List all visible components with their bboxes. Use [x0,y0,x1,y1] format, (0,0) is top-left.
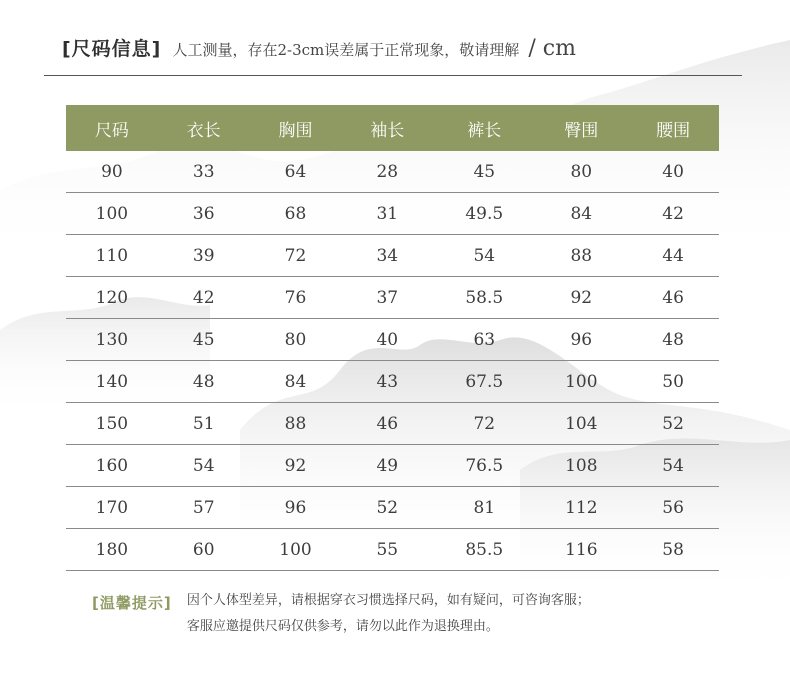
measurement-cell: 55 [341,529,433,571]
measurement-cell: 84 [535,193,627,235]
measurement-cell: 64 [250,151,342,193]
measurement-cell: 52 [627,403,719,445]
measurement-cell: 51 [158,403,250,445]
size-cell: 160 [66,445,158,487]
size-cell: 170 [66,487,158,529]
measurement-cell: 50 [627,361,719,403]
size-chart-table [66,105,719,571]
measurement-cell: 56 [627,487,719,529]
measurement-cell: 81 [433,487,535,529]
measurement-cell: 58 [627,529,719,571]
measurement-cell: 92 [535,277,627,319]
size-cell: 110 [66,235,158,277]
table-row [66,193,719,235]
measurement-cell: 96 [250,487,342,529]
measurement-cell: 48 [158,361,250,403]
measurement-cell: 42 [627,193,719,235]
measurement-cell: 72 [250,235,342,277]
size-cell: 120 [66,277,158,319]
reminder-text [187,588,590,640]
measurement-cell: 100 [250,529,342,571]
measurement-cell: 40 [341,319,433,361]
size-info-header [62,34,742,74]
measurement-cell: 96 [535,319,627,361]
measurement-cell: 88 [250,403,342,445]
measurement-cell: 80 [535,151,627,193]
header-divider [44,75,742,76]
measurement-cell: 48 [627,319,719,361]
measurement-cell: 104 [535,403,627,445]
measurement-cell: 37 [341,277,433,319]
measurement-cell: 45 [433,151,535,193]
measurement-cell: 60 [158,529,250,571]
size-cell: 140 [66,361,158,403]
column-header: 腰围 [627,105,719,151]
table-row [66,319,719,361]
measurement-cell: 58.5 [433,277,535,319]
measurement-cell: 31 [341,193,433,235]
measurement-cell: 116 [535,529,627,571]
measurement-cell: 76.5 [433,445,535,487]
measurement-cell: 54 [433,235,535,277]
size-cell: 100 [66,193,158,235]
measurement-cell: 112 [535,487,627,529]
measurement-cell: 33 [158,151,250,193]
measurement-cell: 52 [341,487,433,529]
table-row [66,445,719,487]
column-header: 尺码 [66,105,158,151]
column-header: 袖长 [341,105,433,151]
measurement-cell: 45 [158,319,250,361]
measurement-cell: 63 [433,319,535,361]
measurement-cell: 54 [158,445,250,487]
reminder-line: 客服应邀提供尺码仅供参考，请勿以此作为退换理由。 [186,619,499,634]
measurement-cell: 108 [535,445,627,487]
size-cell: 90 [66,151,158,193]
size-cell: 150 [66,403,158,445]
measurement-cell: 88 [535,235,627,277]
measurement-cell: 42 [158,277,250,319]
measurement-cell: 39 [158,235,250,277]
table-body [66,151,719,571]
column-header: 裤长 [433,105,535,151]
measurement-note: 人工测量，存在2-3cm误差属于正常现象，敬请理解 [172,41,520,59]
size-cell: 130 [66,319,158,361]
reminder-tag: [温馨提示] [92,594,172,612]
measurement-cell: 85.5 [433,529,535,571]
measurement-cell: 54 [627,445,719,487]
measurement-cell: 80 [250,319,342,361]
measurement-cell: 44 [627,235,719,277]
size-info-tag: [尺码信息] [62,38,162,60]
table-header-row [66,105,719,151]
table-row [66,529,719,571]
measurement-cell: 49.5 [433,193,535,235]
measurement-cell: 46 [341,403,433,445]
measurement-cell: 34 [341,235,433,277]
measurement-cell: 68 [250,193,342,235]
reminder-line: 因个人体型差异，请根据穿衣习惯选择尺码，如有疑问，可咨询客服； [186,593,590,608]
column-header: 臀围 [535,105,627,151]
measurement-cell: 57 [158,487,250,529]
measurement-cell: 43 [341,361,433,403]
table-row [66,235,719,277]
measurement-cell: 40 [627,151,719,193]
table-row [66,277,719,319]
measurement-cell: 76 [250,277,342,319]
measurement-cell: 36 [158,193,250,235]
friendly-reminder [92,592,590,640]
column-header: 衣长 [158,105,250,151]
measurement-cell: 92 [250,445,342,487]
size-cell: 180 [66,529,158,571]
table-row [66,151,719,193]
table-row [66,487,719,529]
table-row [66,361,719,403]
column-header: 胸围 [250,105,342,151]
measurement-cell: 100 [535,361,627,403]
measurement-cell: 84 [250,361,342,403]
measurement-cell: 49 [341,445,433,487]
measurement-cell: 28 [341,151,433,193]
measurement-cell: 46 [627,277,719,319]
measurement-cell: 67.5 [433,361,535,403]
measurement-cell: 72 [433,403,535,445]
table-row [66,403,719,445]
unit-label: / cm [528,36,576,61]
